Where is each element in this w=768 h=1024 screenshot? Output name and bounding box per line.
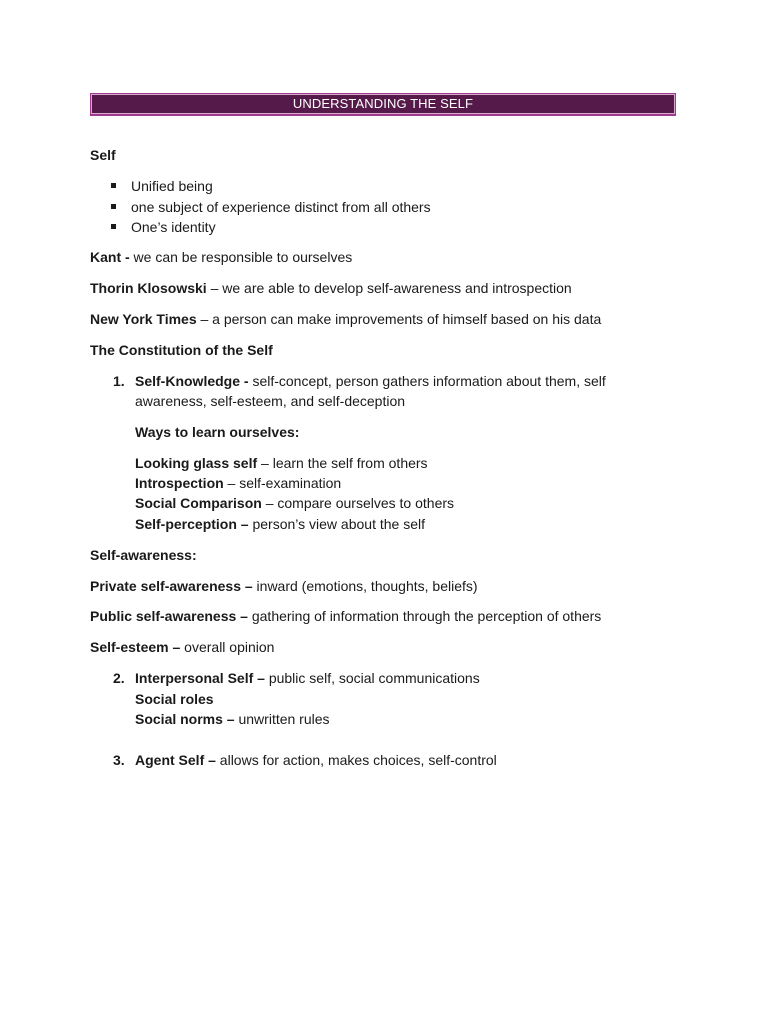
self-awareness-heading: Self-awareness: (90, 547, 197, 563)
item3-number: 3. (113, 752, 125, 768)
public-self-awareness (90, 606, 601, 626)
way-introspection (135, 473, 341, 493)
private-self-awareness (90, 576, 478, 596)
kant-text: we can be responsible to ourselves (129, 249, 353, 265)
title-underline (90, 114, 676, 116)
item3-term: Agent Self – (135, 752, 216, 768)
self-bullet-1: Unified being (131, 178, 213, 194)
social-norms-term: Social norms – (135, 711, 235, 727)
self-esteem-text: overall opinion (180, 639, 275, 655)
ways-heading: Ways to learn ourselves: (135, 424, 300, 440)
kant-term: Kant - (90, 249, 130, 265)
way-text: – learn the self from others (257, 455, 428, 471)
way-term: Introspection (135, 475, 224, 491)
klosowski-definition (90, 278, 572, 298)
self-bullet-3: One’s identity (131, 219, 216, 235)
document-title: UNDERSTANDING THE SELF (90, 93, 676, 115)
self-esteem (90, 637, 274, 657)
item3-line (135, 750, 497, 770)
public-sa-text: gathering of information through the perception of others (247, 608, 602, 624)
item2-line (135, 668, 480, 688)
way-social-comparison (135, 493, 454, 513)
item2-number: 2. (113, 670, 125, 686)
item1-line1 (135, 371, 606, 391)
klosowski-text: – we are able to develop self-awareness and introspection (206, 280, 572, 296)
item1-number: 1. (113, 373, 125, 389)
kant-definition (90, 247, 352, 267)
way-text: – self-examination (223, 475, 342, 491)
social-norms (135, 709, 330, 729)
nyt-term: New York Times (90, 311, 197, 327)
way-term: Looking glass self (135, 455, 258, 471)
social-roles: Social roles (135, 691, 214, 707)
item2-term: Interpersonal Self – (135, 670, 265, 686)
self-bullet-2: one subject of experience distinct from all others (131, 199, 431, 215)
bullet-icon (111, 204, 116, 209)
self-heading: Self (90, 147, 116, 163)
bullet-icon (111, 224, 116, 229)
self-esteem-term: Self-esteem – (90, 639, 181, 655)
private-sa-term: Private self-awareness – (90, 578, 253, 594)
way-self-perception (135, 514, 425, 534)
constitution-heading: The Constitution of the Self (90, 342, 273, 358)
item1-term: Self-Knowledge - (135, 373, 249, 389)
bullet-icon (111, 183, 116, 188)
public-sa-term: Public self-awareness – (90, 608, 248, 624)
private-sa-text: inward (emotions, thoughts, beliefs) (252, 578, 478, 594)
klosowski-term: Thorin Klosowski (90, 280, 207, 296)
social-norms-text: unwritten rules (234, 711, 330, 727)
item2-text: public self, social communications (264, 670, 480, 686)
item1-text-line2: awareness, self-esteem, and self-deception (135, 393, 406, 409)
way-text: person’s view about the self (248, 516, 425, 532)
nyt-definition (90, 309, 601, 329)
way-text: – compare ourselves to others (261, 495, 455, 511)
way-looking-glass (135, 453, 428, 473)
item3-text: allows for action, makes choices, self-control (215, 752, 497, 768)
item1-text-line1: self-concept, person gathers information about them, self (248, 373, 606, 389)
way-term: Self-perception – (135, 516, 249, 532)
way-term: Social Comparison (135, 495, 262, 511)
nyt-text: – a person can make improvements of himself based on his data (196, 311, 602, 327)
